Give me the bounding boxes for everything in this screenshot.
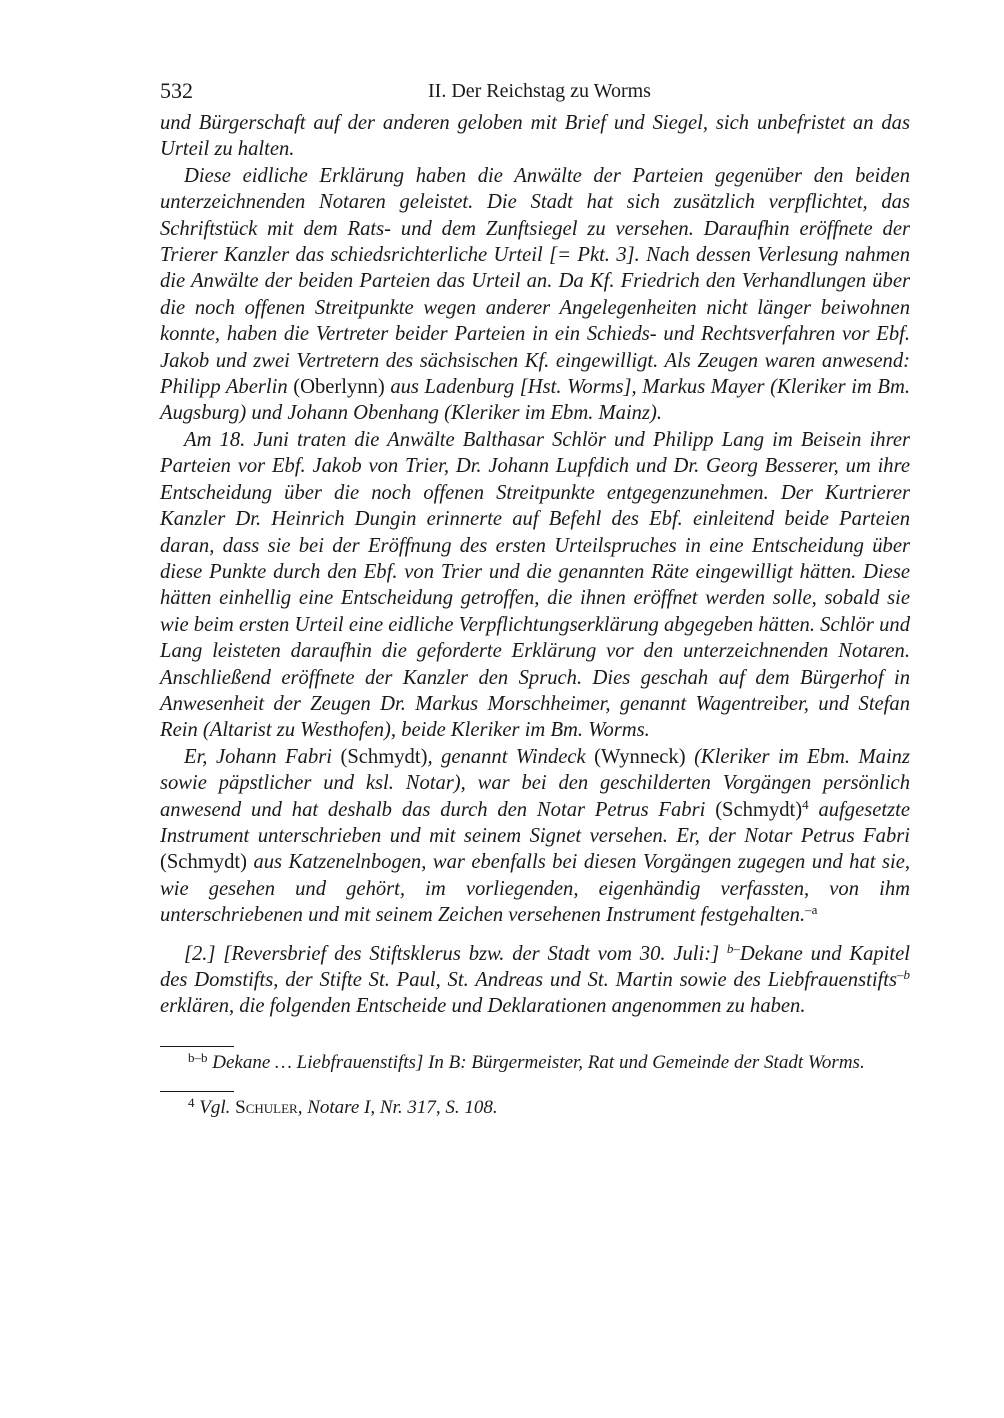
p5-text-1: [2.] [Reversbrief des Stiftsklerus bzw. der Stadt vom 30. Juli:] — [184, 942, 720, 965]
p3-text: Am 18. Juni traten die Anwälte Balthasar Schlör und Philipp Lang im Beisein ihrer Parteien vor Ebf. Jakob von Trier, Dr. Johann Lupfdich und Dr. Georg Besserer, um ihre Entscheidung über die noch offenen Streitpunkte entgegenzunehmen. Der Kurtrierer Kanzler Dr. Heinrich Dungin erinnerte auf Befehl des Ebf. einleitend beide Parteien daran, dass sie bei der Eröffnung des ersten Urteilspruches in eine Entscheidung über diese Punkte durch den Ebf. von Trier und die genannten Räte eingewilligt hätten. Diese hätten einhellig eine Entscheidung getroffen, die ihnen eröffnet werden solle, sobald sie wie beim ersten Urteil eine eidliche Verpflichtungserklärung abgegeben hätten. Schlör und Lang leisteten daraufhin die geforderte Erklärung vor den unterzeichnenden Notaren. Anschließend eröffnete der Kanzler den Spruch. Dies geschah auf dem Bürgerhof in Anwesenheit der Zeugen Dr. Markus Morschheimer, genannt Wagentreiber, und Stefan Rein (Altarist zu Westhofen), beide Kleriker im Bm. Worms. — [160, 428, 910, 742]
p1-text: und Bürgerschaft auf der anderen geloben mit Brief und Siegel, sich unbefristet an das Urteil zu halten. — [160, 112, 910, 161]
page-header — [160, 78, 910, 110]
footnote-4 — [160, 1096, 910, 1121]
p4-text-4: aufgesetzte Instrument unterschrieben und mit seinem Signet versehen. Er, der Notar Petrus Fabri — [160, 798, 910, 847]
apparatus-mark-a-end: –a — [805, 902, 818, 918]
p4-text-3: (Kleriker im Ebm. Mainz sowie päpstlicher und ksl. Notar), war bei den geschilderten Vorgängen persönlich anwesend und hat deshalb das durch den Notar Petrus Fabri — [160, 745, 910, 821]
p4-upright-4: (Schmydt) — [160, 851, 247, 874]
main-text — [160, 110, 910, 1020]
footnote-b — [160, 1051, 910, 1076]
p4-text-5: aus Katzenelnbogen, war ebenfalls bei diesen Vorgängen zugegen und hat sie, wie gesehen und gehört, im vorliegenden, eigenhändig verfassten, von ihm unterschriebenen und mit seinem Zeichen versehenen Instrument festgehalten. — [160, 851, 910, 927]
p5-text-3: erklären, die folgenden Entscheide und Deklarationen angenommen zu haben. — [160, 995, 806, 1018]
p2-text-1: Diese eidliche Erklärung haben die Anwälte der Parteien gegenüber den beiden unterzeichnenden Notaren geleistet. Die Stadt hat sich zusätzlich verpflichtet, das Schriftstück mit dem Rats- und dem Zunftsiegel zu versehen. Daraufhin eröffnete der Trierer Kanzler das schiedsrichterliche Urteil [= Pkt. 3]. Nach dessen Verlesung nahmen die Anwälte der beiden Parteien das Urteil an. Da Kf. Friedrich den Verhandlungen über die noch offenen Streitpunkte wegen anderer Angelegenheiten nicht länger beiwohnen konnte, haben die Vertreter beider Parteien in ein Schieds- und Rechtsverfahren vor Ebf. Jakob und zwei Vertretern des sächsischen Kf. eingewilligt. Als Zeugen waren anwesend: Philipp Aberlin — [160, 164, 910, 399]
footnote-b-mark: b–b — [188, 1049, 208, 1065]
footnote-rule-apparatus — [160, 1046, 234, 1047]
footnote-rule-notes — [160, 1091, 234, 1092]
p4-text-2: , genannt Windeck — [427, 745, 586, 768]
p4-upright-1: (Schmydt) — [340, 745, 428, 768]
p4-upright-3: (Schmydt) — [715, 798, 803, 821]
p4-upright-2: (Wynneck) — [594, 745, 686, 768]
paragraph-2 — [160, 163, 910, 427]
apparatus-mark-b-end: –b — [897, 967, 910, 982]
p2-upright-1: (Oberlynn) — [293, 376, 385, 399]
paragraph-gap — [160, 929, 910, 941]
p2-text-2: aus Ladenburg [Hst. Worms], Markus Mayer (Kleriker im Bm. Augsburg) und Johann Obenhang (Kleriker im Ebm. Mainz). — [160, 376, 910, 425]
spacer — [160, 1020, 910, 1046]
document-page — [160, 78, 910, 1121]
footnote-b-text: Dekane … Liebfrauenstifts] In B: Bürgermeister, Rat und Gemeinde der Stadt Worms. — [212, 1051, 865, 1073]
page-number: 532 — [160, 78, 193, 103]
paragraph-4 — [160, 744, 910, 929]
footnote-ref-4[interactable]: 4 — [802, 796, 809, 812]
apparatus-mark-b-start[interactable]: b– — [726, 940, 740, 956]
footnote-4-mark: 4 — [188, 1095, 195, 1111]
p5-text-2: Dekane und Kapitel des Domstifts, der Stifte St. Paul, St. Andreas und St. Martin sowie des Liebfrauenstifts — [160, 942, 910, 991]
footnote-4-ref: , Notare I, Nr. 317, S. 108. — [297, 1097, 498, 1119]
footnote-4-author: Schuler — [235, 1097, 298, 1119]
running-title: II. Der Reichstag zu Worms — [428, 80, 651, 102]
paragraph-1 — [160, 110, 910, 163]
p4-text-1: Er, Johann Fabri — [184, 745, 332, 768]
spacer — [160, 1075, 910, 1091]
footnote-4-vgl: Vgl. — [199, 1097, 231, 1119]
paragraph-3 — [160, 427, 910, 744]
paragraph-5 — [160, 941, 910, 1020]
